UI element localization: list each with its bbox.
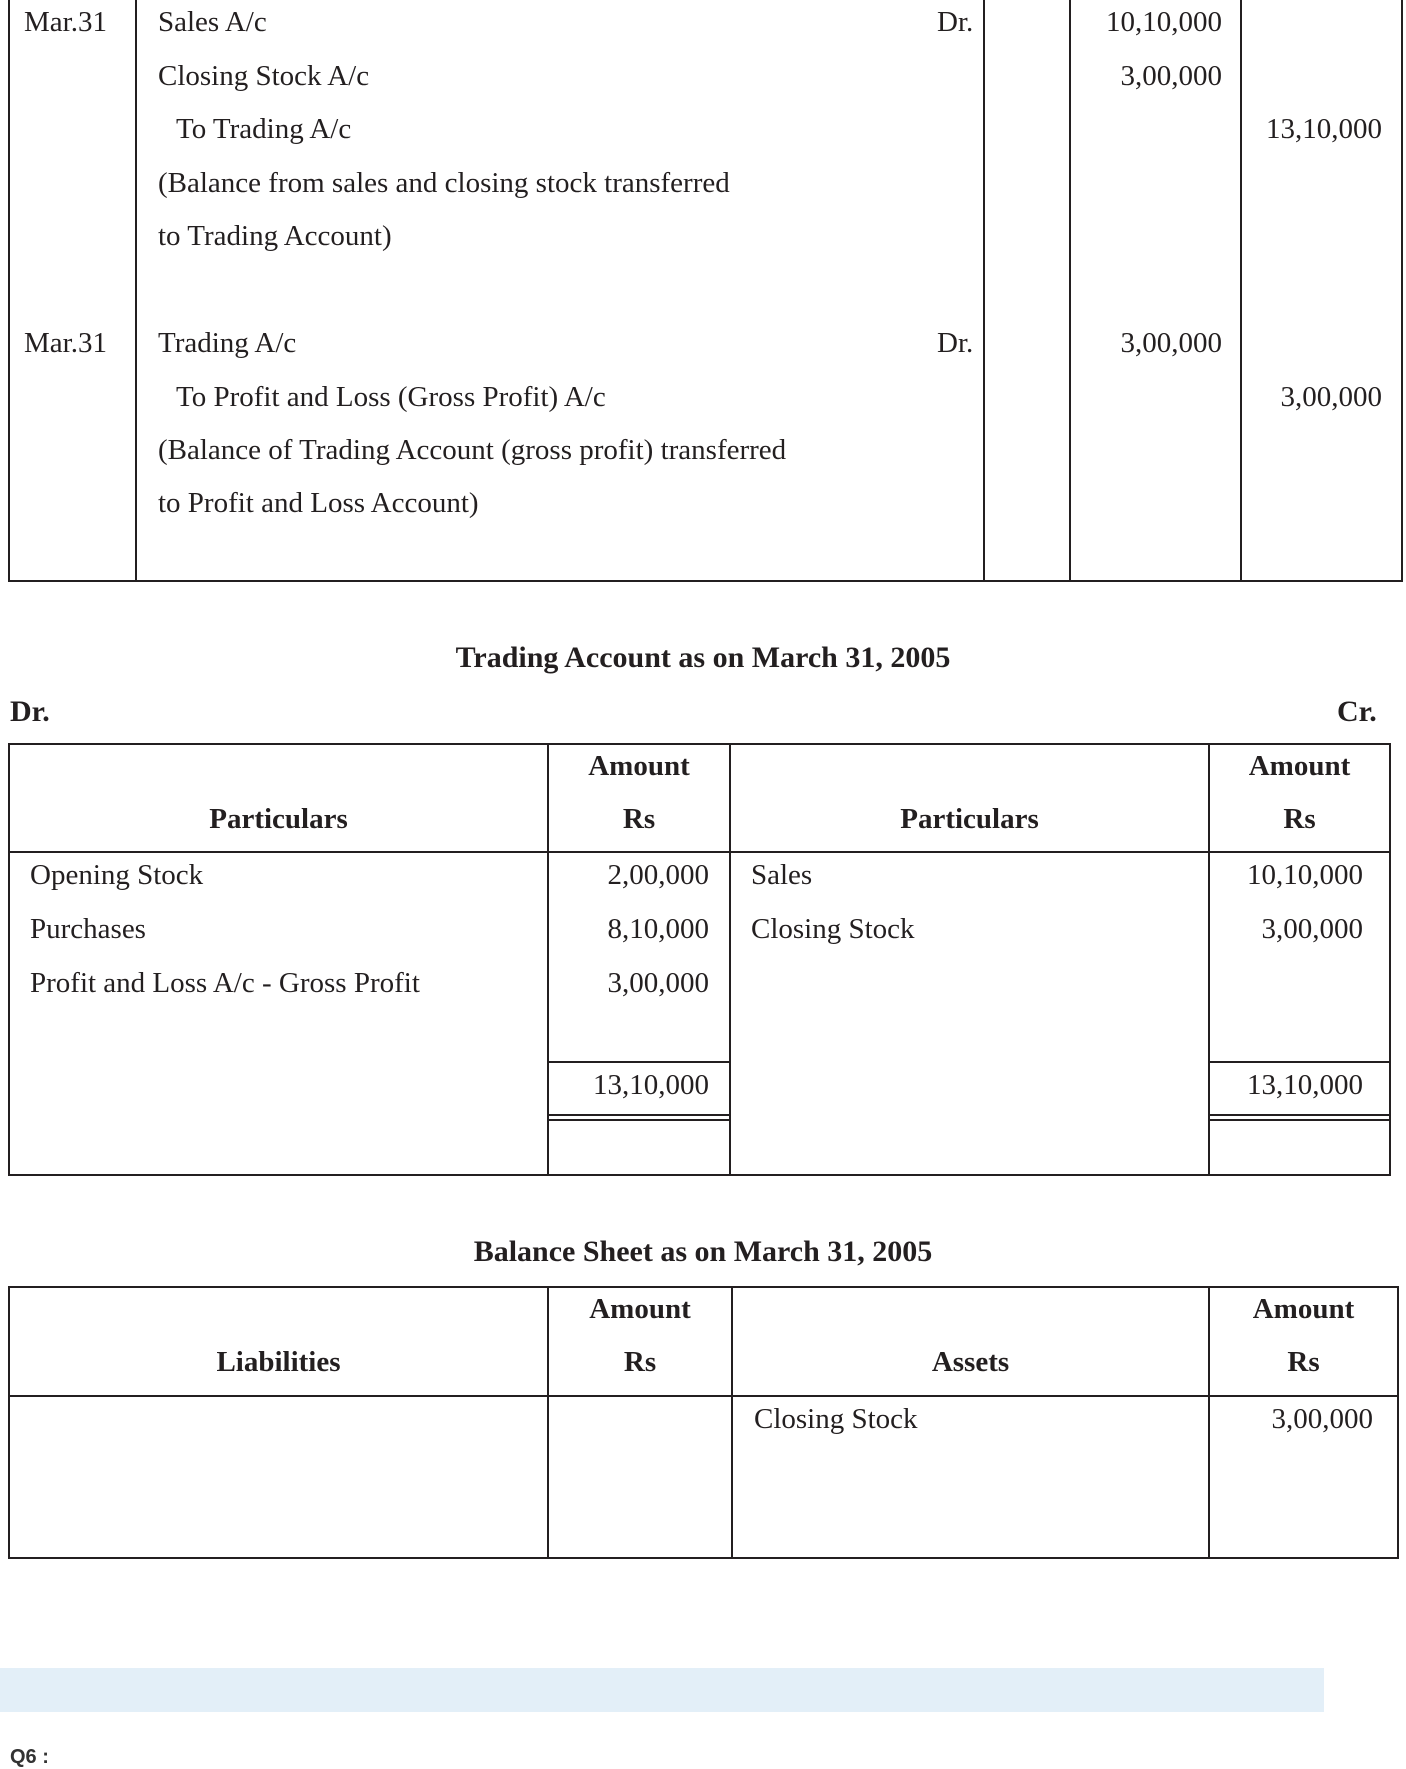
trading-credit-double-rule (1208, 1119, 1391, 1121)
journal-debit-account: Sales A/c (158, 6, 267, 38)
trading-header-particulars: Particulars (900, 803, 1039, 835)
journal-debit-account: Closing Stock A/c (158, 60, 370, 92)
trading-header-rs: Rs (1283, 803, 1316, 835)
balance-header-amount: Amount (1252, 1293, 1355, 1325)
journal-credit-amount: 3,00,000 (1280, 381, 1382, 413)
trading-header-particulars: Particulars (209, 803, 348, 835)
trading-header-amount: Amount (588, 750, 690, 782)
trading-cr-label: Cr. (1337, 695, 1377, 728)
balance-border-left (8, 1286, 10, 1559)
trading-debit-total-rule (547, 1061, 731, 1063)
balance-border-right (1397, 1286, 1399, 1559)
journal-narration: (Balance of Trading Account (gross profit) transferred (158, 434, 787, 466)
balance-header-amount: Amount (589, 1293, 691, 1325)
journal-debit-account: Trading A/c (158, 327, 297, 359)
journal-border-bottom (8, 580, 1403, 582)
trading-debit-amount: 3,00,000 (607, 967, 709, 999)
journal-narration: to Profit and Loss Account) (158, 487, 479, 519)
trading-account-title: Trading Account as on March 31, 2005 (455, 641, 951, 674)
trading-header-rs: Rs (622, 803, 656, 835)
trading-border-bottom (8, 1174, 1391, 1176)
trading-header-divider (8, 851, 1391, 853)
trading-credit-particular: Closing Stock (751, 913, 915, 945)
trading-debit-particular: Purchases (30, 913, 146, 945)
journal-debit-amount: 10,10,000 (1106, 6, 1222, 38)
journal-dr-marker: Dr. (937, 6, 974, 38)
trading-dr-label: Dr. (10, 695, 50, 728)
balance-sheet-title: Balance Sheet as on March 31, 2005 (473, 1235, 933, 1268)
trading-credit-particular: Sales (751, 859, 813, 891)
trading-debit-double-rule (547, 1114, 731, 1116)
journal-narration: to Trading Account) (158, 220, 392, 252)
balance-header-rs: Rs (623, 1346, 657, 1378)
trading-credit-double-rule (1208, 1114, 1391, 1116)
trading-debit-particular: Profit and Loss A/c - Gross Profit (30, 967, 420, 999)
question-banner (0, 1668, 1324, 1712)
journal-col-divider (1240, 0, 1242, 582)
trading-debit-particular: Opening Stock (30, 859, 204, 891)
journal-debit-amount: 3,00,000 (1120, 60, 1222, 92)
trading-border-top (8, 743, 1391, 745)
balance-header-liabilities: Liabilities (216, 1346, 341, 1378)
balance-col-divider (731, 1286, 733, 1559)
journal-col-divider (135, 0, 137, 582)
journal-credit-amount: 13,10,000 (1266, 113, 1382, 145)
journal-credit-account: To Trading A/c (176, 113, 352, 145)
balance-asset-amount: 3,00,000 (1271, 1403, 1373, 1435)
trading-debit-amount: 8,10,000 (607, 913, 709, 945)
journal-credit-account: To Profit and Loss (Gross Profit) A/c (176, 381, 606, 413)
journal-narration: (Balance from sales and closing stock transferred (158, 167, 730, 199)
trading-debit-total: 13,10,000 (593, 1069, 709, 1101)
journal-date: Mar.31 (24, 327, 107, 359)
trading-credit-amount: 10,10,000 (1247, 859, 1363, 891)
journal-date: Mar.31 (24, 6, 107, 38)
balance-col-divider (547, 1286, 549, 1559)
journal-col-divider (983, 0, 985, 582)
trading-debit-double-rule (547, 1119, 731, 1121)
journal-border-left (8, 0, 10, 582)
journal-border-right (1401, 0, 1403, 582)
journal-debit-amount: 3,00,000 (1120, 327, 1222, 359)
balance-border-top (8, 1286, 1399, 1288)
balance-header-assets: Assets (931, 1346, 1010, 1378)
journal-dr-marker: Dr. (937, 327, 974, 359)
balance-asset-particular: Closing Stock (754, 1403, 918, 1435)
balance-border-bottom (8, 1557, 1399, 1559)
trading-credit-total: 13,10,000 (1247, 1069, 1363, 1101)
trading-credit-total-rule (1208, 1061, 1391, 1063)
trading-credit-amount: 3,00,000 (1261, 913, 1363, 945)
trading-debit-amount: 2,00,000 (607, 859, 709, 891)
trading-header-amount: Amount (1248, 750, 1351, 782)
balance-header-divider (8, 1395, 1399, 1397)
balance-header-rs: Rs (1287, 1346, 1320, 1378)
question-label: Q6 : (10, 1746, 49, 1768)
